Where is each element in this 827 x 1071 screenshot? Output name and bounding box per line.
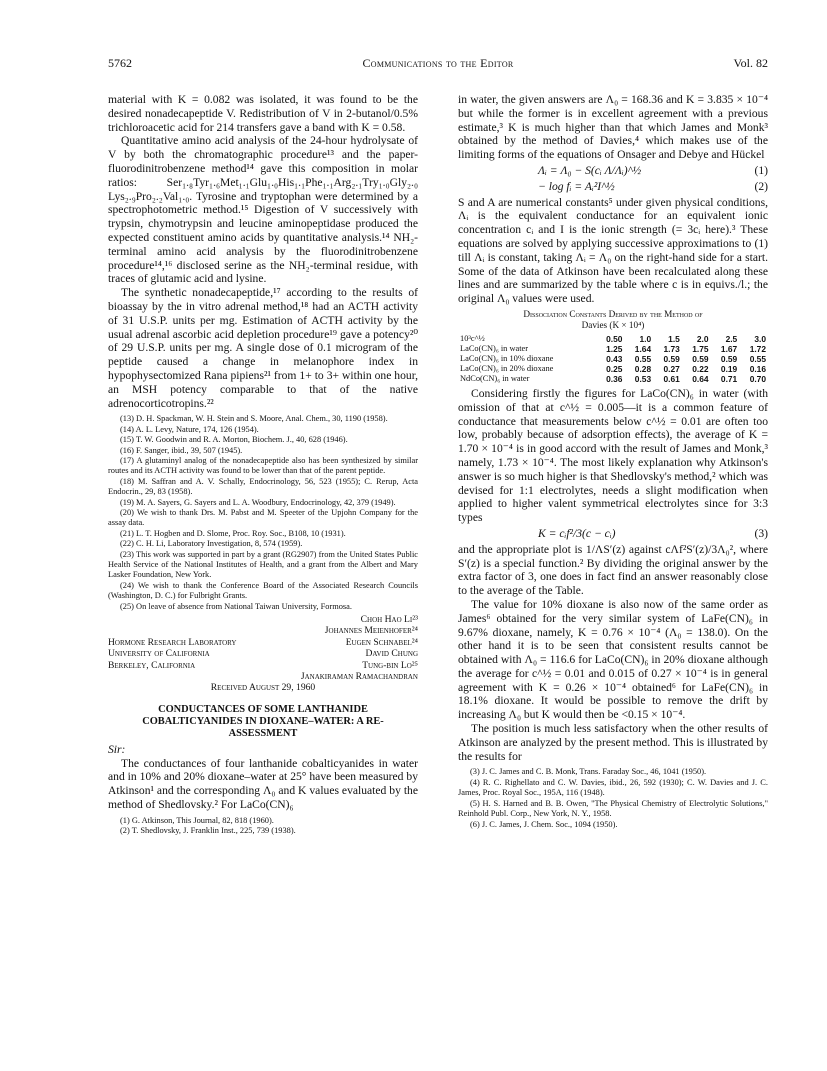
author-name: Eugen Schnabel²⁴ — [345, 636, 418, 648]
table-cell: 0.25 — [606, 363, 623, 374]
table-cell: 0.53 — [634, 373, 652, 384]
table-row — [458, 354, 768, 364]
running-header — [108, 56, 768, 72]
equation — [458, 527, 768, 541]
table-cell: LaCo(CN)₆ in 10% dioxane — [460, 353, 554, 363]
table-cell: LaCo(CN)₆ in 20% dioxane — [460, 363, 554, 373]
footnote: (13) D. H. Spackman, W. H. Stein and S. Moore, Anal. Chem., 30, 1190 (1958). — [120, 414, 388, 424]
table-header-cell: 1.0 — [639, 333, 652, 344]
author-name: David Chung — [365, 648, 418, 660]
salutation: Sir: — [108, 742, 126, 756]
equation-body: − log fᵢ = Aᵢ²I^½ — [538, 179, 615, 193]
footnote: (23) This work was supported in part by a grant (RG2907) from the United States Public Health Service of the National Institutes of Health, and a grant from the Albert and Mary Lasker Foundation, New York. — [108, 549, 418, 580]
paragraph: The value for 10% dioxane is also now of the same order as James⁶ obtained for the very similar system of LaFe(CN)₆ in 9.67% dioxane, namely, K = 0.76 × 10⁻⁴ (Λ₀ = 138.0). On the other hand it is to be seen that consistent results cannot be obtained with Λ₀ = 116.6 for LaCo(CN)₆ in 20% dioxane although the average for c^½ = 0.01 and 0.015 of 0.27 × 10⁻⁴ is in general agreement with K = 0.26 × 10⁻⁴ obtained⁶ for LaFe(CN)₆ in 18.1% dioxane. It would be possible to remove the drift by increasing Λ₀ but K would then be <0.15 × 10⁻⁴. — [458, 597, 768, 722]
table-cell: 0.43 — [606, 353, 623, 364]
table-cell: 1.73 — [663, 343, 680, 354]
left-column — [108, 93, 418, 837]
table-header-cell: 2.0 — [696, 333, 709, 344]
footnote: (3) J. C. James and C. B. Monk, Trans. Faraday Soc., 46, 1041 (1950). — [470, 767, 707, 777]
table-header-cell: 0.50 — [606, 333, 623, 344]
footnote: (19) M. A. Sayers, G. Sayers and L. A. Woodbury, Endocrinology, 42, 379 (1949). — [120, 497, 396, 507]
table-cell: 0.59 — [692, 353, 709, 364]
footnote: (1) G. Atkinson, This Journal, 82, 818 (1960). — [120, 815, 274, 825]
table-cell: 0.55 — [749, 353, 766, 364]
table-cell: 0.27 — [663, 363, 680, 374]
table-cell: 0.70 — [749, 373, 766, 384]
table-cell: 1.75 — [692, 343, 709, 354]
footnote: (14) A. L. Levy, Nature, 174, 126 (1954). — [120, 424, 259, 434]
table-cell: 0.61 — [663, 373, 680, 384]
page-number: 5762 — [108, 56, 132, 70]
footnote: (21) L. T. Hogben and D. Slome, Proc. Roy. Soc., B108, 10 (1931). — [120, 528, 346, 538]
footnotes — [108, 816, 418, 837]
table-cell: 0.36 — [606, 373, 623, 384]
equation-number: (2) — [754, 179, 768, 193]
equation — [458, 164, 768, 178]
table-caption: Dissociation Constants Derived by the Method of — [523, 308, 703, 319]
footnote: (17) A glutaminyl analog of the nonadecapeptide also has been synthesized by similar routes and its ACTH activity was found to be lower than that of the parent peptide. — [108, 455, 418, 476]
affiliation: Berkeley, California — [108, 659, 196, 671]
equation-body: K = cᵢf²/3(c − cᵢ) — [538, 526, 616, 540]
equation — [458, 180, 768, 194]
paragraph: material with K = 0.082 was isolated, it was found to be the desired nonadecapeptide V. Redistribution of V in 2-butanol/0.5% trichloroacetic acid for 214 transfers gave a band with K = 0.58. — [108, 93, 418, 134]
table-cell: LaCo(CN)₆ in water — [460, 343, 529, 353]
footnote: (24) We wish to thank the Conference Board of the Associated Research Councils (Washington, D. C.) for Fulbright Grants. — [108, 580, 418, 601]
paragraph: The position is much less satisfactory when the other results of Atkinson are analyzed by the present method. This is illustrated by the results for — [458, 722, 768, 763]
table-cell: 1.64 — [634, 343, 652, 354]
footnote: (22) C. H. Li, Laboratory Investigation, 8, 574 (1959). — [120, 539, 303, 549]
table-cell: 0.55 — [634, 353, 652, 364]
paragraph: and the appropriate plot is 1/ΛS′(z) against cΛf²S′(z)/3Λ₀², where S′(z) is a special function.² By dividing the original answer by the extra factor of 3, one does in fact find an answer reasonably close to the average of the Table. — [458, 542, 768, 598]
table-caption: Davies (K × 10⁴) — [581, 319, 645, 330]
table-cell: 1.72 — [749, 343, 766, 354]
footnote: (5) H. S. Harned and B. B. Owen, "The Physical Chemistry of Electrolytic Solutions," Reinhold Publ. Corp., New York, N. Y., 1958. — [458, 798, 768, 819]
table-cell: 1.25 — [606, 343, 623, 354]
paragraph: S and A are numerical constants⁵ under given physical conditions, Λᵢ is the equivalent conductance for an equivalent ionic concentration cᵢ and I is the ionic strength (= 3cᵢ here).³ These equations are solved by applying successive approximations to (1) till Λᵢ is constant, taking Λᵢ = Λ₀ on the right-hand side for a start. Some of the data of Atkinson have been recalculated along these lines and are summarized by the table where c is in equivs./l.; the original Λ₀ values were used. — [458, 195, 768, 306]
table-row — [458, 374, 768, 384]
table-cell: 0.64 — [692, 373, 709, 384]
footnote: (2) T. Shedlovsky, J. Franklin Inst., 225, 739 (1938). — [120, 826, 296, 836]
table-cell: 0.71 — [720, 373, 738, 384]
table-row — [458, 344, 768, 354]
table-row — [458, 364, 768, 374]
footnote: (15) T. W. Goodwin and R. A. Morton, Biochem. J., 40, 628 (1946). — [120, 435, 348, 445]
table-cell: 0.59 — [663, 353, 680, 364]
footnote: (6) J. C. James, J. Chem. Soc., 1094 (1950). — [470, 819, 618, 829]
article-title: CONDUCTANCES OF SOME LANTHANIDE COBALTICYANIDES IN DIOXANE–WATER: A RE-ASSESSMENT — [142, 703, 384, 739]
footnotes — [458, 767, 768, 829]
table-cell: 1.67 — [720, 343, 738, 354]
footnote: (16) F. Sanger, ibid., 39, 507 (1945). — [120, 445, 243, 455]
affiliation: Hormone Research Laboratory — [108, 636, 237, 648]
author-name: Tung-bin Lo²⁵ — [362, 659, 418, 671]
paragraph: The synthetic nonadecapeptide,¹⁷ according to the results of bioassay by the in vitro adrenal method,¹⁸ had an ACTH activity of 31 U.S.P. units per mg. Estimation of ACTH activity by the usual adrenal ascorbic acid depletion procedure¹⁹ gave a potency²⁰ of 29 U.S.P. units per mg. A single dose of 0.1 microgram of the peptide caused a change in melanophore index in hypophysectomized Rana pipiens²¹ from 1+ to 3+ within one hour, an MSH potency comparable to that of the native adrenocorticotropins.²² — [108, 286, 418, 410]
table-header-cell: 10³c^½ — [460, 333, 485, 343]
table-header-row — [458, 334, 768, 344]
table-header-cell: 3.0 — [754, 333, 766, 344]
table-cell: 0.22 — [692, 363, 709, 374]
table-header-cell: 2.5 — [725, 333, 738, 344]
footnote: (25) On leave of absence from National Taiwan University, Formosa. — [120, 601, 352, 611]
table-cell: 0.16 — [749, 363, 766, 374]
footnote: (18) M. Saffran and A. V. Schally, Endocrinology, 56, 523 (1955); C. Rerup, Acta Endocrin., 29, 83 (1958). — [108, 476, 418, 497]
author-name: Johannes Meienhofer²⁴ — [324, 625, 418, 637]
paragraph: in water, the given answers are Λ₀ = 168.36 and K = 3.835 × 10⁻⁴ but while the former is in excellent agreement with a previous estimate,³ K is much higher than that which James and Monk³ obtained by the method of Davies,⁴ which makes use of the limiting forms of the equations of Onsager and Debye and Hückel — [458, 93, 768, 162]
right-column — [458, 93, 768, 830]
author-name: Janakiraman Ramachandran — [300, 671, 418, 683]
equation-number: (3) — [754, 526, 768, 540]
footnotes — [108, 414, 418, 612]
author-signature-block — [108, 614, 418, 694]
footnote: (20) We wish to thank Drs. M. Pabst and M. Speeter of the Upjohn Company for the assay data. — [108, 507, 418, 528]
paragraph: Considering firstly the figures for LaCo(CN)₆ in water (with omission of that at c^½ = 0.005—it is a common feature of conductance that measurements below c^½ = 0.01 are often too low, probably because of adsorption effects), the average of K = 1.70 × 10⁻⁴ is in good accord with the result of James and Monk,³ namely, 1.73 × 10⁻⁴. The most likely explanation why Atkinson's answer is so much higher is that Shedlovsky's method,² which was devised for 1:1 electrolytes, needs a slight modification when applied to higher valent symmetrical electrolytes since for 3:3 types — [458, 386, 768, 525]
equation-body: Λᵢ = Λ₀ − S(cᵢ Λ/Λᵢ)^½ — [538, 163, 642, 177]
table-header-cell: 1.5 — [668, 333, 680, 344]
table-cell: 0.28 — [634, 363, 652, 374]
paragraph: The conductances of four lanthanide cobalticyanides in water and in 10% and 20% dioxane–water at 25° have been measured by Atkinson¹ and the corresponding Λ₀ and K values evaluated by the method of Shedlovsky.² For LaCo(CN)₆ — [108, 756, 418, 812]
table-cell: NdCo(CN)₆ in water — [460, 373, 530, 383]
table-cell: 0.59 — [720, 353, 738, 364]
affiliation: University of California — [108, 648, 210, 660]
table-cell: 0.19 — [720, 363, 738, 374]
equation-number: (1) — [754, 163, 768, 177]
journal-section-title: Communications to the Editor — [362, 56, 514, 70]
author-name: Choh Hao Li²³ — [360, 614, 418, 626]
dissociation-constants-table — [458, 334, 768, 384]
received-date: Received August 29, 1960 — [210, 682, 316, 694]
footnote: (4) R. C. Righellato and C. W. Davies, ibid., 26, 592 (1930); C. W. Davies and J. C. James, Proc. Royal Soc., 195A, 116 (1948). — [458, 777, 768, 798]
paragraph: Quantitative amino acid analysis of the 24-hour hydrolysate of V by both the chromatographic procedure¹³ and the paper-fluorodinitrobenzene method¹⁴ gave this composition in molar ratios: Ser₁.₈Tyr₁.₆Met₁.₁Glu₁.₀His₁.₁Phe₁.₁Arg₂.₁Try₁.₀Gly₂.₀ Lys₂.₉Pro₂.₂Val₁.₀. Tyrosine and tryptophan were determined by a spectrophotometric method.¹⁵ Digestion of V successively with trypsin, chymotrypsin and leucine aminopeptidase produced the expected constituent amino acids by quantitative analysis.¹⁴ NH₂-terminal amino acid analysis by the fluorodinitrobenzene procedure¹⁴,¹⁶ disclosed serine as the NH₂-terminal residue, with traces of glutamic acid and lysine. — [108, 134, 418, 286]
volume-label: Vol. 82 — [733, 56, 768, 70]
